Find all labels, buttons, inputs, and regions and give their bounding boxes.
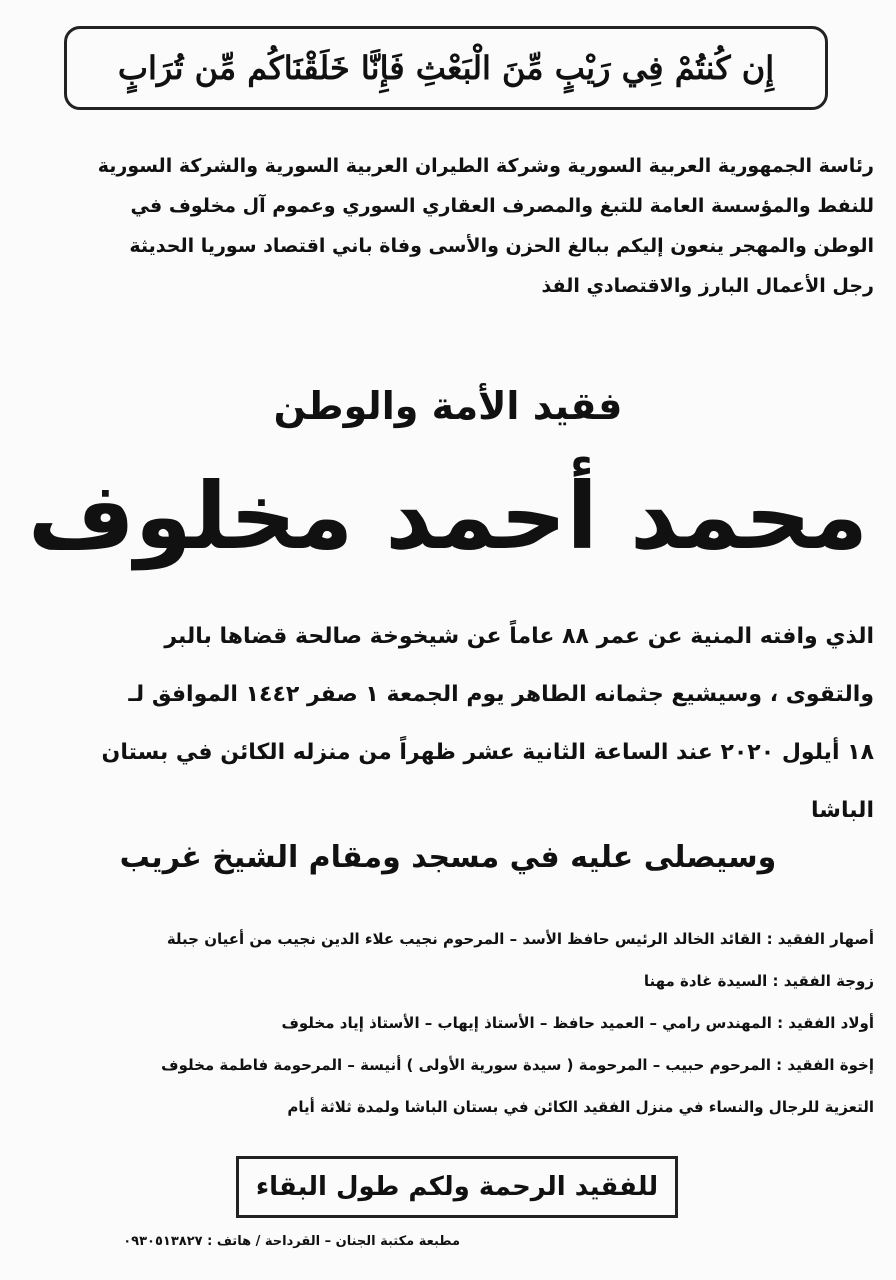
intro-line: رئاسة الجمهورية العربية السورية وشركة الطيران العربية السورية والشركة السورية: [97, 155, 874, 177]
closing-phrase: للفقيد الرحمة ولكم طول البقاء: [255, 1172, 659, 1202]
funeral-details-line: الذي وافته المنية عن عمر ٨٨ عاماً عن شيخوخة صالحة قضاها بالبر: [164, 624, 874, 649]
funeral-details-line: ١٨ أيلول ٢٠٢٠ عند الساعة الثانية عشر ظهراً من منزله الكائن في بستان: [101, 740, 874, 765]
prayer-location: وسيصلى عليه في مسجد ومقام الشيخ غريب: [119, 840, 777, 875]
funeral-details-line: الباشا: [811, 798, 874, 823]
quran-verse-box: [64, 26, 828, 110]
family-line: أصهار الفقيد : القائد الخالد الرئيس حافظ الأسد – المرحوم نجيب علاء الدين نجيب من أعيان جبلة: [166, 930, 874, 948]
intro-line: رجل الأعمال البارز والاقتصادي الفذ: [541, 275, 874, 297]
heading-subtitle: فقيد الأمة والوطن: [273, 384, 623, 428]
funeral-details-paragraph: [38, 608, 874, 840]
closing-box: [236, 1156, 678, 1218]
family-line: إخوة الفقيد : المرحوم حبيب – المرحومة ( سيدة سورية الأولى ) أنيسة – المرحومة فاطمة مخلوف: [161, 1056, 874, 1074]
funeral-details-line: والتقوى ، وسيشيع جثمانه الطاهر يوم الجمعة ١ صفر ١٤٤٢ الموافق لـ: [128, 682, 874, 707]
printer-credit: مطبعة مكتبة الجنان – القرداحة / هاتف : ٠٩٣٠٥١٣٨٢٧: [123, 1234, 460, 1249]
deceased-name: محمد أحمد مخلوف: [27, 463, 869, 570]
family-line: زوجة الفقيد : السيدة غادة مهنا: [643, 972, 874, 990]
family-list: [22, 918, 874, 1128]
intro-line: للنفط والمؤسسة العامة للتبغ والمصرف العقاري السوري وعموم آل مخلوف في: [130, 195, 874, 217]
family-line: أولاد الفقيد : المهندس رامي – العميد حافظ – الأستاذ إيهاب – الأستاذ إياد مخلوف: [281, 1014, 874, 1032]
family-line: التعزية للرجال والنساء في منزل الفقيد الكائن في بستان الباشا ولمدة ثلاثة أيام: [287, 1098, 874, 1116]
intro-paragraph: [38, 146, 874, 306]
quran-verse: إِن كُنتُمْ فِي رَيْبٍ مِّنَ الْبَعْثِ فَإِنَّا خَلَقْنَاكُم مِّن تُرَابٍ: [117, 49, 775, 87]
intro-line: الوطن والمهجر ينعون إليكم ببالغ الحزن والأسى وفاة باني اقتصاد سوريا الحديثة: [129, 235, 874, 257]
